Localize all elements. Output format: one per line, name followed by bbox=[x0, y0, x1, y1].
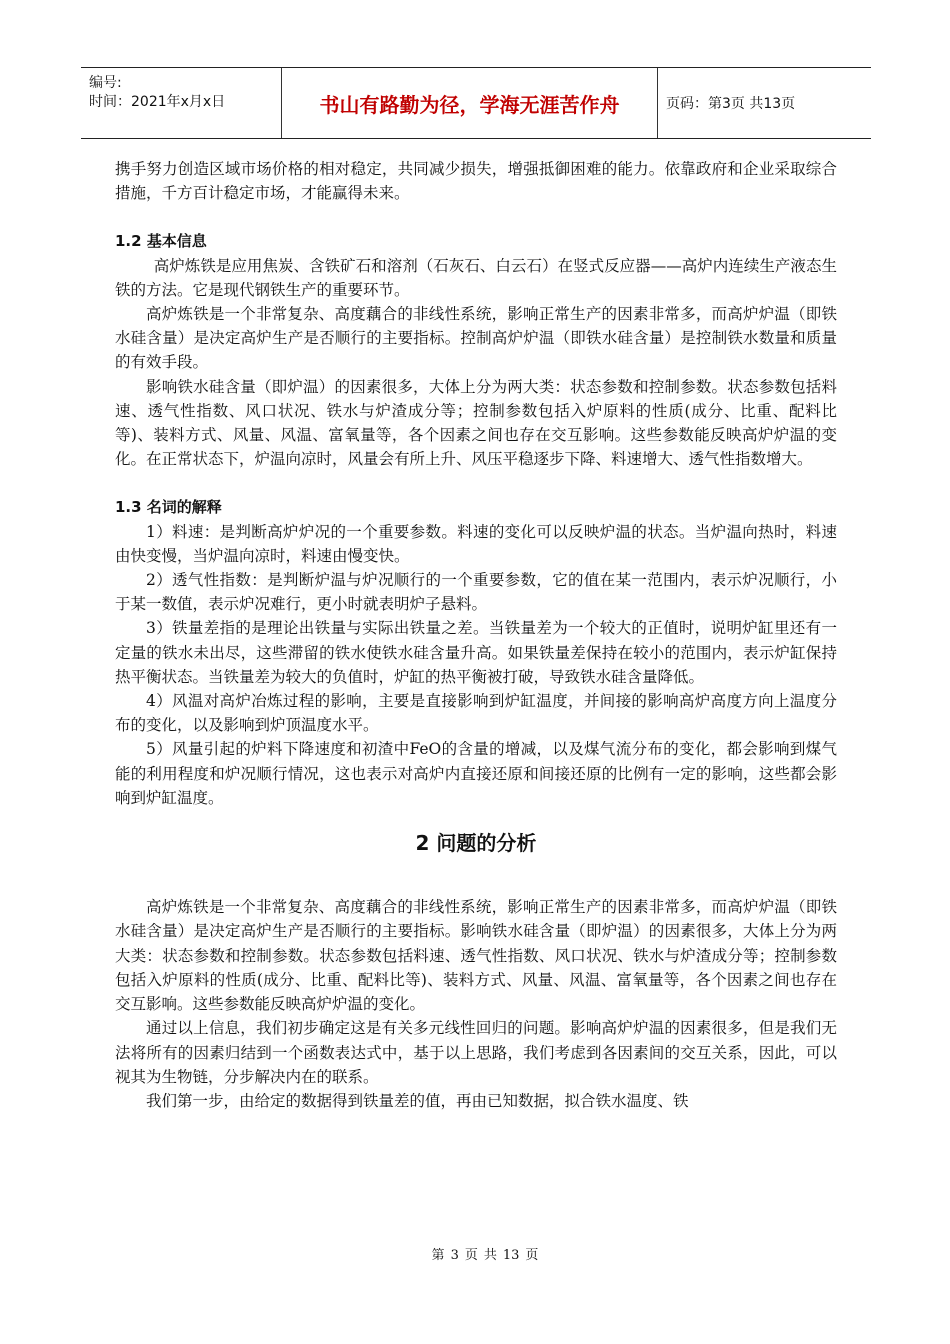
footer-text-ye-2: 页 bbox=[525, 1248, 539, 1263]
header-page-info: 页码：第3页 共13页 bbox=[666, 96, 796, 112]
section-1-2-heading: 1.2 基本信息 bbox=[115, 232, 207, 251]
section-2-heading: 2 问题的分析 bbox=[415, 831, 537, 856]
document-body bbox=[115, 157, 837, 1113]
term-item-2: 2）透气性指数：是判断炉温与炉况顺行的一个重要参数，它的值在某一范围内，表示炉况顺行，小于某一数值，表示炉况难行，更小时就表明炉子悬料。 bbox=[115, 571, 837, 614]
section-1-2-paragraph-3: 影响铁水硅含量（即炉温）的因素很多，大体上分为两大类：状态参数和控制参数。状态参数包括料速、透气性指数、风口状况、铁水与炉渣成分等；控制参数包括入炉原料的性质(成分、比重、配料比等)、装料方式、风量、风温、富氧量等，各个因素之间也存在交互影响。这些参数能反映高炉炉温的变化。在正常状态下，炉温向凉时，风量会有所上升、风压平稳逐步下降、料速增大、透气性指数增大。 bbox=[115, 377, 837, 469]
footer-total-pages: 13 bbox=[502, 1248, 520, 1263]
header-meta-cell bbox=[81, 68, 282, 138]
section-1-2-paragraph-1: 高炉炼铁是应用焦炭、含铁矿石和溶剂（石灰石、白云石）在竖式反应器——高炉内连续生产液态生铁的方法。它是现代钢铁生产的重要环节。 bbox=[115, 256, 837, 299]
section-2-paragraph-1: 高炉炼铁是一个非常复杂、高度藕合的非线性系统，影响正常生产的因素非常多，而高炉炉温（即铁水硅含量）是决定高炉生产是否顺行的主要指标。影响铁水硅含量（即炉温）的因素很多，大体上分为两大类：状态参数和控制参数。状态参数包括料速、透气性指数、风口状况、铁水与炉渣成分等；控制参数包括入炉原料的性质(成分、比重、配料比等)、装料方式、风量、风温、富氧量等，各个因素之间也存在交互影响。这些参数能反映高炉炉温的变化。 bbox=[115, 898, 837, 1014]
footer-page-number: 3 bbox=[450, 1248, 459, 1263]
section-1-2-paragraph-2: 高炉炼铁是一个非常复杂、高度藕合的非线性系统，影响正常生产的因素非常多，而高炉炉温（即铁水硅含量）是决定高炉生产是否顺行的主要指标。控制高炉炉温（即铁水硅含量）是控制铁水数量和质量的有效手段。 bbox=[115, 305, 837, 372]
footer-text-ye: 页 bbox=[464, 1248, 478, 1263]
section-2-paragraph-2: 通过以上信息，我们初步确定这是有关多元线性回归的问题。影响高炉炉温的因素很多，但是我们无法将所有的因素归结到一个函数表达式中，基于以上思路，我们考虑到各因素间的交互关系，因此，可以视其为生物链，分步解决内在的联系。 bbox=[115, 1019, 837, 1086]
page-footer bbox=[0, 1244, 950, 1263]
header-date-label: 时间：2021年x月x日 bbox=[89, 94, 226, 110]
footer-text-gong: 共 bbox=[483, 1248, 497, 1263]
header-number-label: 编号: bbox=[89, 75, 122, 91]
intro-paragraph: 携手努力创造区域市场价格的相对稳定，共同减少损失，增强抵御困难的能力。依靠政府和企业采取综合措施，千方百计稳定市场，才能赢得未来。 bbox=[115, 160, 837, 203]
footer-text-di: 第 bbox=[431, 1248, 445, 1263]
term-item-3: 3）铁量差指的是理论出铁量与实际出铁量之差。当铁量差为一个较大的正值时，说明炉缸里还有一定量的铁水未出尽，这些滞留的铁水使铁水硅含量升高。如果铁量差保持在较小的范围内，表示炉缸保持热平衡状态。当铁量差为较大的负值时，炉缸的热平衡被打破，导致铁水硅含量降低。 bbox=[115, 619, 837, 686]
term-item-5: 5）风量引起的炉料下降速度和初渣中FeO的含量的增减，以及煤气流分布的变化，都会影响到煤气能的利用程度和炉况顺行情况，这也表示对高炉内直接还原和间接还原的比例有一定的影响，这些都会影响到炉缸温度。 bbox=[115, 740, 837, 807]
section-2-paragraph-3: 我们第一步，由给定的数据得到铁量差的值，再由已知数据，拟合铁水温度、铁 bbox=[146, 1091, 689, 1110]
term-item-1: 1）料速：是判断高炉炉况的一个重要参数。料速的变化可以反映炉温的状态。当炉温向热时，料速由快变慢，当炉温向凉时，料速由慢变快。 bbox=[115, 522, 837, 565]
header-motto: 书山有路勤为径，学海无涯苦作舟 bbox=[282, 68, 658, 138]
section-1-3-heading: 1.3 名词的解释 bbox=[115, 498, 222, 517]
term-item-4: 4）风温对高炉冶炼过程的影响，主要是直接影响到炉缸温度，并间接的影响高炉高度方向上温度分布的变化，以及影响到炉顶温度水平。 bbox=[115, 692, 837, 735]
page-header-table bbox=[81, 67, 871, 139]
